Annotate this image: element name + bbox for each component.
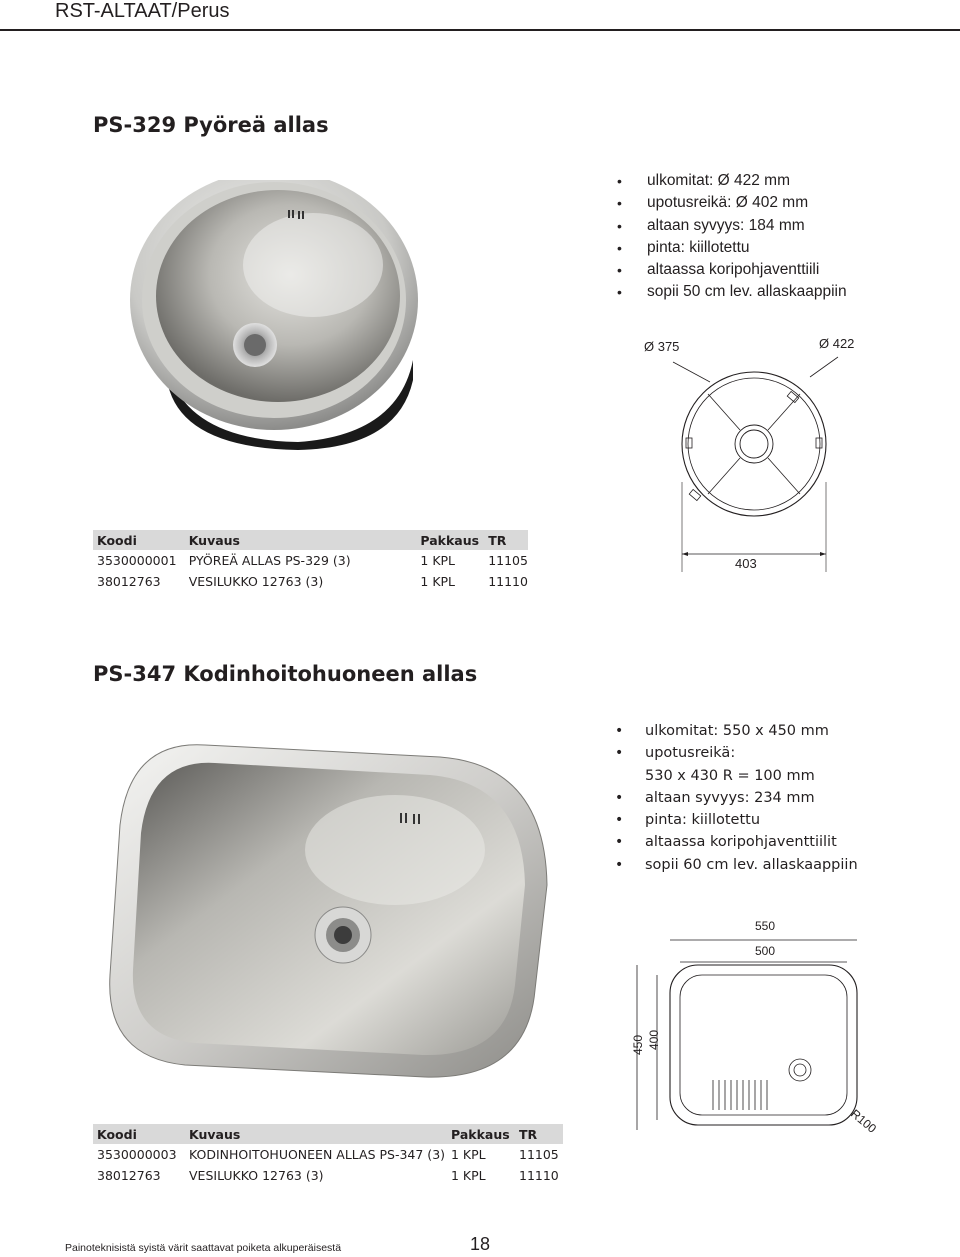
col-header-description: Kuvaus	[185, 530, 417, 550]
col-header-package: Pakkaus	[416, 530, 484, 550]
header-title: RST-ALTAAT/Perus	[55, 0, 230, 22]
cell-code: 38012763	[97, 574, 161, 589]
dim-outer-height: 450	[631, 1034, 645, 1055]
cell-tr: 11105	[488, 553, 528, 568]
cell-description: VESILUKKO 12763 (3)	[188, 574, 324, 589]
dim-bottom-width: 403	[735, 556, 757, 571]
spec-item: • upotusreikä:	[615, 742, 858, 764]
dim-inner-height: 400	[647, 1029, 661, 1050]
footer-note: Painoteknisistä syistä värit saattavat poiketa alkuperäisestä	[65, 1242, 342, 1254]
spec-item: 530 x 430 R = 100 mm	[645, 767, 815, 784]
page-number: 18	[470, 1234, 491, 1254]
round-sink-photo	[128, 180, 420, 450]
spec-item: • ulkomitat: 550 x 450 mm	[615, 720, 858, 742]
cell-code: 3530000003	[97, 1147, 177, 1162]
col-header-tr: TR	[484, 530, 528, 550]
col-header-code: Koodi	[93, 530, 185, 550]
cell-code: 3530000001	[97, 553, 177, 568]
spec-item: • sopii 50 cm lev. allaskaappiin	[617, 281, 847, 303]
dim-radius: R100	[848, 1106, 880, 1136]
dim-inner-width: 500	[755, 944, 776, 958]
section2-specs	[615, 720, 858, 876]
section2-product-table	[93, 1124, 563, 1186]
section1-product-table	[93, 530, 528, 592]
table-header-row	[93, 530, 528, 550]
cell-package: 1 KPL	[451, 1147, 486, 1162]
rect-sink-drawing	[625, 910, 890, 1140]
section1-title: PS-329 Pyöreä allas	[93, 113, 329, 137]
cell-description: VESILUKKO 12763 (3)	[189, 1168, 324, 1183]
section1-specs	[617, 170, 847, 304]
cell-package: 1 KPL	[420, 553, 456, 568]
spec-item: • upotusreikä: Ø 402 mm	[617, 192, 847, 214]
cell-tr: 11110	[519, 1168, 559, 1183]
spec-item: • sopii 60 cm lev. allaskaappiin	[615, 854, 858, 876]
section2-title: PS-347 Kodinhoitohuoneen allas	[93, 662, 478, 686]
dim-outer-diameter: Ø 422	[819, 336, 855, 351]
col-header-description: Kuvaus	[185, 1124, 447, 1144]
table-row	[93, 550, 528, 571]
col-header-tr: TR	[515, 1124, 563, 1144]
spec-item: • pinta: kiillotettu	[617, 237, 847, 259]
spec-item: • ulkomitat: Ø 422 mm	[617, 170, 847, 192]
cell-package: 1 KPL	[451, 1168, 486, 1183]
spec-item: • altaassa koripohjaventtiilit	[615, 831, 858, 853]
col-header-code: Koodi	[93, 1124, 185, 1144]
page-header	[0, 0, 960, 30]
spec-item: • altaan syvyys: 184 mm	[617, 215, 847, 237]
rect-sink-photo	[95, 735, 555, 1085]
table-row	[93, 1144, 563, 1165]
cell-description: KODINHOITOHUONEEN ALLAS PS-347 (3)	[189, 1147, 446, 1162]
spec-item: • pinta: kiillotettu	[615, 809, 858, 831]
dim-outer-width: 550	[755, 919, 776, 933]
col-header-package: Pakkaus	[447, 1124, 515, 1144]
round-sink-drawing	[630, 332, 910, 577]
cell-package: 1 KPL	[420, 574, 456, 589]
dim-inner-diameter: Ø 375	[644, 339, 680, 354]
cell-code: 38012763	[97, 1168, 161, 1183]
table-header-row	[93, 1124, 563, 1144]
table-row	[93, 1165, 563, 1186]
cell-tr: 11105	[519, 1147, 559, 1162]
spec-item: • altaan syvyys: 234 mm	[615, 787, 858, 809]
header-rule	[0, 29, 960, 31]
spec-item: • altaassa koripohjaventtiili	[617, 259, 847, 281]
table-row	[93, 571, 528, 592]
cell-tr: 11110	[488, 574, 528, 589]
cell-description: PYÖREÄ ALLAS PS-329 (3)	[188, 553, 351, 568]
